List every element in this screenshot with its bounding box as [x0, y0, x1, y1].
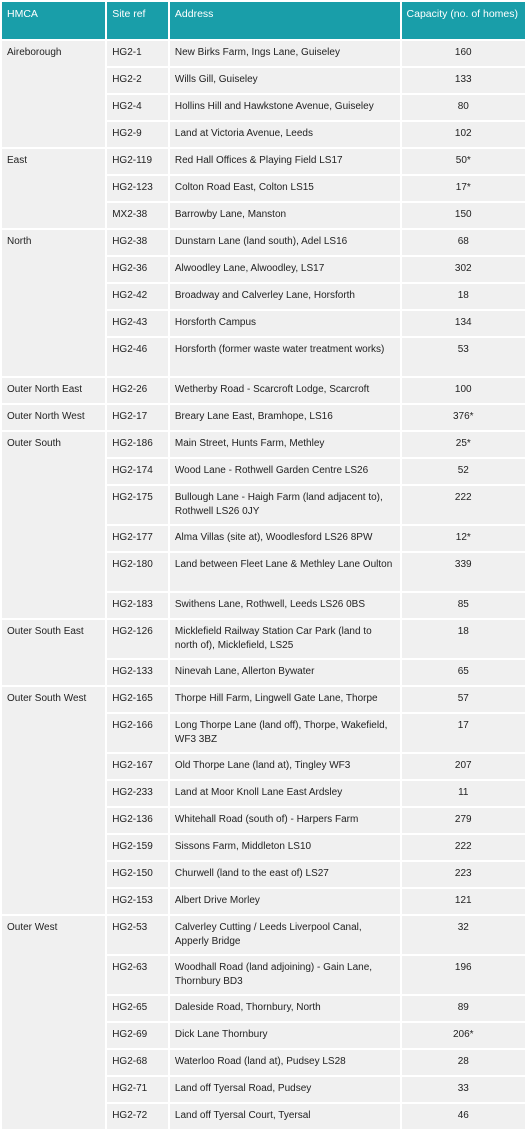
capacity-cell: 32 [402, 916, 525, 954]
capacity-cell: 376* [402, 405, 525, 430]
address-cell: Hollins Hill and Hawkstone Avenue, Guiseley [170, 95, 400, 120]
site-ref-cell: HG2-126 [107, 620, 168, 658]
site-ref-cell: HG2-68 [107, 1050, 168, 1075]
address-cell: Broadway and Calverley Lane, Horsforth [170, 284, 400, 309]
site-ref-cell: HG2-17 [107, 405, 168, 430]
address-cell: Land off Tyersal Court, Tyersal [170, 1104, 400, 1129]
address-cell: Bullough Lane - Haigh Farm (land adjacent to), Rothwell LS26 0JY [170, 486, 400, 524]
capacity-cell: 57 [402, 687, 525, 712]
site-ref-cell: HG2-165 [107, 687, 168, 712]
address-cell: Albert Drive Morley [170, 889, 400, 914]
capacity-cell: 25* [402, 432, 525, 457]
hmca-cell: Outer South [2, 432, 105, 618]
address-cell: Land off Tyersal Road, Pudsey [170, 1077, 400, 1102]
site-ref-cell: HG2-166 [107, 714, 168, 752]
site-ref-cell: HG2-4 [107, 95, 168, 120]
site-ref-cell: HG2-1 [107, 41, 168, 66]
address-cell: Wetherby Road - Scarcroft Lodge, Scarcroft [170, 378, 400, 403]
capacity-cell: 80 [402, 95, 525, 120]
address-cell: Alwoodley Lane, Alwoodley, LS17 [170, 257, 400, 282]
site-ref-cell: MX2-38 [107, 203, 168, 228]
site-ref-cell: HG2-183 [107, 593, 168, 618]
address-cell: Alma Villas (site at), Woodlesford LS26 8PW [170, 526, 400, 551]
address-cell: Micklefield Railway Station Car Park (land to north of), Micklefield, LS25 [170, 620, 400, 658]
capacity-cell: 28 [402, 1050, 525, 1075]
site-ref-cell: HG2-167 [107, 754, 168, 779]
capacity-cell: 68 [402, 230, 525, 255]
site-ref-cell: HG2-186 [107, 432, 168, 457]
address-cell: Land at Victoria Avenue, Leeds [170, 122, 400, 147]
capacity-cell: 12* [402, 526, 525, 551]
hmca-cell: Outer West [2, 916, 105, 1129]
hmca-cell: North [2, 230, 105, 376]
site-ref-cell: HG2-38 [107, 230, 168, 255]
capacity-cell: 133 [402, 68, 525, 93]
site-ref-cell: HG2-180 [107, 553, 168, 591]
site-ref-cell: HG2-42 [107, 284, 168, 309]
capacity-cell: 206* [402, 1023, 525, 1048]
address-cell: Colton Road East, Colton LS15 [170, 176, 400, 201]
site-ref-cell: HG2-26 [107, 378, 168, 403]
site-ref-cell: HG2-53 [107, 916, 168, 954]
site-ref-cell: HG2-71 [107, 1077, 168, 1102]
header-address: Address [170, 2, 400, 39]
capacity-cell: 339 [402, 553, 525, 591]
address-cell: Calverley Cutting / Leeds Liverpool Canal, Apperly Bridge [170, 916, 400, 954]
header-hmca: HMCA [2, 2, 105, 39]
capacity-cell: 85 [402, 593, 525, 618]
address-cell: Swithens Lane, Rothwell, Leeds LS26 0BS [170, 593, 400, 618]
capacity-cell: 279 [402, 808, 525, 833]
capacity-cell: 18 [402, 284, 525, 309]
capacity-cell: 207 [402, 754, 525, 779]
site-ref-cell: HG2-9 [107, 122, 168, 147]
capacity-cell: 46 [402, 1104, 525, 1129]
capacity-cell: 50* [402, 149, 525, 174]
site-ref-cell: HG2-177 [107, 526, 168, 551]
address-cell: Red Hall Offices & Playing Field LS17 [170, 149, 400, 174]
address-cell: Dunstarn Lane (land south), Adel LS16 [170, 230, 400, 255]
site-ref-cell: HG2-123 [107, 176, 168, 201]
table-row [2, 432, 525, 457]
capacity-cell: 222 [402, 486, 525, 524]
site-ref-cell: HG2-175 [107, 486, 168, 524]
capacity-cell: 196 [402, 956, 525, 994]
hmca-cell: Outer South West [2, 687, 105, 914]
site-ref-cell: HG2-174 [107, 459, 168, 484]
table-row [2, 230, 525, 255]
table-row [2, 41, 525, 66]
header-capacity: Capacity (no. of homes) [402, 2, 525, 39]
capacity-cell: 121 [402, 889, 525, 914]
address-cell: Ninevah Lane, Allerton Bywater [170, 660, 400, 685]
hmca-cell: Outer North West [2, 405, 105, 430]
capacity-cell: 33 [402, 1077, 525, 1102]
address-cell: Waterloo Road (land at), Pudsey LS28 [170, 1050, 400, 1075]
address-cell: Old Thorpe Lane (land at), Tingley WF3 [170, 754, 400, 779]
site-ref-cell: HG2-133 [107, 660, 168, 685]
header-site-ref: Site ref [107, 2, 168, 39]
site-ref-cell: HG2-43 [107, 311, 168, 336]
capacity-cell: 160 [402, 41, 525, 66]
table-header-row [2, 2, 525, 39]
address-cell: Dick Lane Thornbury [170, 1023, 400, 1048]
site-ref-cell: HG2-136 [107, 808, 168, 833]
capacity-cell: 89 [402, 996, 525, 1021]
site-ref-cell: HG2-36 [107, 257, 168, 282]
capacity-cell: 17 [402, 714, 525, 752]
hmca-cell: Outer South East [2, 620, 105, 685]
site-ref-cell: HG2-233 [107, 781, 168, 806]
site-ref-cell: HG2-46 [107, 338, 168, 376]
table-row [2, 687, 525, 712]
capacity-cell: 134 [402, 311, 525, 336]
address-cell: Main Street, Hunts Farm, Methley [170, 432, 400, 457]
capacity-cell: 302 [402, 257, 525, 282]
address-cell: Breary Lane East, Bramhope, LS16 [170, 405, 400, 430]
capacity-cell: 17* [402, 176, 525, 201]
table-row [2, 405, 525, 430]
site-ref-cell: HG2-153 [107, 889, 168, 914]
address-cell: Barrowby Lane, Manston [170, 203, 400, 228]
capacity-cell: 223 [402, 862, 525, 887]
capacity-cell: 11 [402, 781, 525, 806]
site-ref-cell: HG2-150 [107, 862, 168, 887]
hmca-cell: Aireborough [2, 41, 105, 147]
table-body [2, 41, 525, 1129]
address-cell: Thorpe Hill Farm, Lingwell Gate Lane, Thorpe [170, 687, 400, 712]
table-row [2, 620, 525, 658]
table-row [2, 378, 525, 403]
capacity-cell: 65 [402, 660, 525, 685]
site-ref-cell: HG2-2 [107, 68, 168, 93]
address-cell: Daleside Road, Thornbury, North [170, 996, 400, 1021]
site-ref-cell: HG2-159 [107, 835, 168, 860]
site-ref-cell: HG2-72 [107, 1104, 168, 1129]
capacity-cell: 150 [402, 203, 525, 228]
address-cell: Wood Lane - Rothwell Garden Centre LS26 [170, 459, 400, 484]
address-cell: Land at Moor Knoll Lane East Ardsley [170, 781, 400, 806]
address-cell: New Birks Farm, Ings Lane, Guiseley [170, 41, 400, 66]
address-cell: Churwell (land to the east of) LS27 [170, 862, 400, 887]
table-row [2, 149, 525, 174]
address-cell: Horsforth (former waste water treatment works) [170, 338, 400, 376]
address-cell: Land between Fleet Lane & Methley Lane Oulton [170, 553, 400, 591]
capacity-cell: 100 [402, 378, 525, 403]
site-ref-cell: HG2-69 [107, 1023, 168, 1048]
capacity-cell: 18 [402, 620, 525, 658]
site-ref-cell: HG2-63 [107, 956, 168, 994]
address-cell: Whitehall Road (south of) - Harpers Farm [170, 808, 400, 833]
address-cell: Long Thorpe Lane (land off), Thorpe, Wakefield, WF3 3BZ [170, 714, 400, 752]
capacity-cell: 102 [402, 122, 525, 147]
site-ref-cell: HG2-65 [107, 996, 168, 1021]
address-cell: Wills Gill, Guiseley [170, 68, 400, 93]
site-ref-cell: HG2-119 [107, 149, 168, 174]
hmca-cell: East [2, 149, 105, 228]
hmca-cell: Outer North East [2, 378, 105, 403]
address-cell: Horsforth Campus [170, 311, 400, 336]
capacity-cell: 52 [402, 459, 525, 484]
capacity-cell: 222 [402, 835, 525, 860]
table-row [2, 916, 525, 954]
capacity-cell: 53 [402, 338, 525, 376]
address-cell: Sissons Farm, Middleton LS10 [170, 835, 400, 860]
address-cell: Woodhall Road (land adjoining) - Gain Lane, Thornbury BD3 [170, 956, 400, 994]
